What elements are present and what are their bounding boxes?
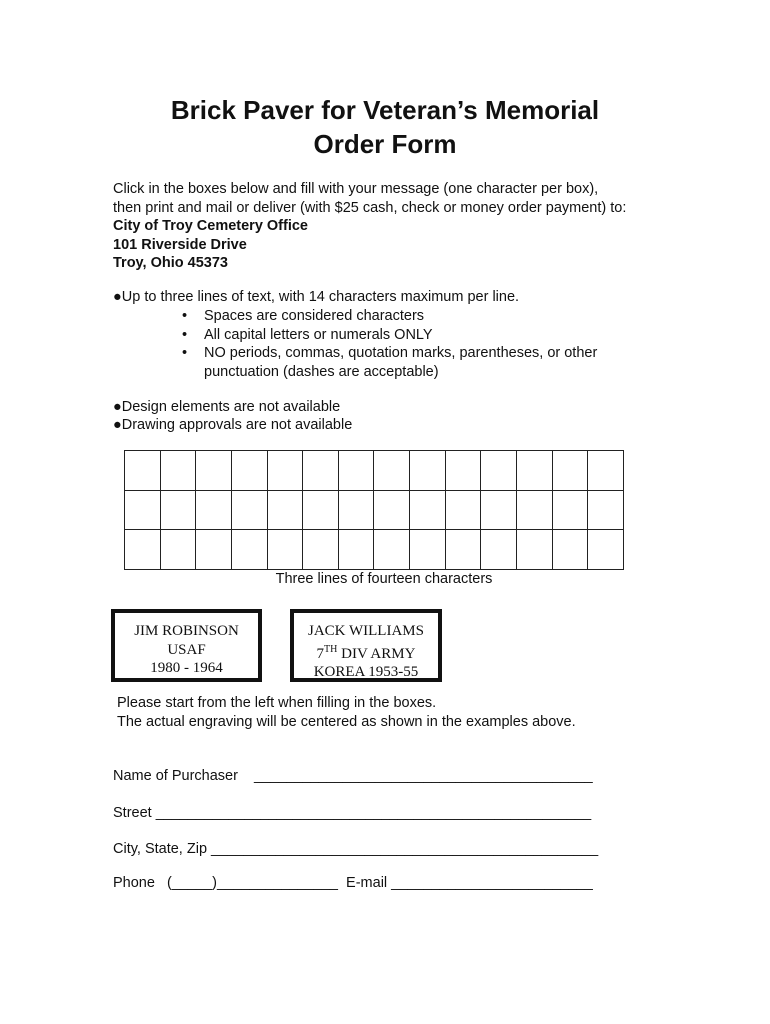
char-box-input[interactable] xyxy=(268,491,303,530)
char-cell xyxy=(481,491,517,531)
char-box-input[interactable] xyxy=(374,491,409,530)
char-cell xyxy=(517,451,553,491)
rule-punctuation-line1: NO periods, commas, quotation marks, parentheses, or other xyxy=(204,345,598,361)
char-cell xyxy=(232,451,268,491)
char-box-input[interactable] xyxy=(339,491,374,530)
char-cell xyxy=(588,451,624,491)
char-cell xyxy=(339,491,375,531)
char-cell xyxy=(410,451,446,491)
char-box-input[interactable] xyxy=(161,451,196,490)
char-box-input[interactable] xyxy=(553,530,588,569)
char-cell xyxy=(161,451,197,491)
rules-main: ●Up to three lines of text, with 14 characters maximum per line. xyxy=(113,289,520,305)
char-box-input[interactable] xyxy=(268,451,303,490)
char-cell xyxy=(410,530,446,570)
purchaser-name-label: Name of Purchaser xyxy=(113,768,238,784)
char-box-input[interactable] xyxy=(303,451,338,490)
street-row xyxy=(113,804,591,822)
phone-email-row xyxy=(113,874,593,892)
char-cell xyxy=(553,491,589,531)
char-box-input[interactable] xyxy=(339,530,374,569)
char-cell xyxy=(125,491,161,531)
char-cell xyxy=(303,451,339,491)
char-box-input[interactable] xyxy=(446,491,481,530)
char-box-input[interactable] xyxy=(303,491,338,530)
phone-label: Phone xyxy=(113,875,155,891)
char-cell xyxy=(374,491,410,531)
char-box-input[interactable] xyxy=(517,491,552,530)
char-cell xyxy=(125,451,161,491)
char-box-input[interactable] xyxy=(410,451,445,490)
char-cell xyxy=(161,491,197,531)
char-box-input[interactable] xyxy=(232,451,267,490)
char-box-input[interactable] xyxy=(374,451,409,490)
char-box-input[interactable] xyxy=(553,491,588,530)
example-2-ordinal-suffix: TH xyxy=(324,643,338,655)
char-box-input[interactable] xyxy=(161,491,196,530)
city-state-zip-label: City, State, Zip xyxy=(113,841,208,857)
char-cell xyxy=(517,491,553,531)
char-cell xyxy=(268,491,304,531)
char-cell xyxy=(481,530,517,570)
rules-design: ●Design elements are not available xyxy=(113,399,341,415)
char-cell xyxy=(588,530,624,570)
instructions-line-1: Please start from the left when filling in the boxes. xyxy=(117,695,437,711)
char-box-input[interactable] xyxy=(481,451,516,490)
char-box-input[interactable] xyxy=(268,530,303,569)
char-cell xyxy=(232,530,268,570)
rule-capitals: • All capital letters or numerals ONLY xyxy=(182,326,597,345)
char-box-input[interactable] xyxy=(232,491,267,530)
char-box-input[interactable] xyxy=(125,530,160,569)
char-box-input[interactable] xyxy=(410,530,445,569)
char-box-input[interactable] xyxy=(339,451,374,490)
char-cell xyxy=(446,451,482,491)
char-cell xyxy=(446,491,482,531)
char-cell xyxy=(481,451,517,491)
char-cell xyxy=(339,530,375,570)
rule-punctuation xyxy=(182,344,597,381)
char-cell xyxy=(232,491,268,531)
char-cell xyxy=(374,530,410,570)
char-cell xyxy=(268,451,304,491)
example-paver-2 xyxy=(290,609,442,682)
example-1-line-1: JIM ROBINSON xyxy=(134,623,239,639)
rule-spaces: • Spaces are considered characters xyxy=(182,307,597,326)
character-grid xyxy=(124,450,624,570)
char-box-input[interactable] xyxy=(517,451,552,490)
address-street: 101 Riverside Drive xyxy=(113,236,247,253)
address-office: City of Troy Cemetery Office xyxy=(113,218,308,234)
char-cell xyxy=(125,530,161,570)
example-2-ordinal-number: 7 xyxy=(316,645,325,662)
rules-sublist xyxy=(182,307,597,381)
grid-caption: Three lines of fourteen characters xyxy=(275,571,493,587)
char-cell xyxy=(339,451,375,491)
char-box-input[interactable] xyxy=(481,530,516,569)
char-box-input[interactable] xyxy=(410,491,445,530)
email-label: E-mail xyxy=(346,875,388,891)
phone-field[interactable]: (_____)_______________ xyxy=(167,875,338,891)
city-state-zip-field[interactable]: ________________________________________________ xyxy=(211,841,599,857)
char-cell xyxy=(517,530,553,570)
char-box-input[interactable] xyxy=(196,491,231,530)
rules-drawing: ●Drawing approvals are not available xyxy=(113,417,353,433)
intro-line-2: then print and mail or deliver (with $25 cash, check or money order payment) to: xyxy=(113,199,627,216)
purchaser-name-field[interactable]: __________________________________________ xyxy=(254,768,593,784)
char-cell xyxy=(196,451,232,491)
page-subtitle: Order Form xyxy=(313,129,457,159)
example-2-line-2-rest: DIV ARMY xyxy=(337,645,416,662)
char-cell xyxy=(588,491,624,531)
char-box-input[interactable] xyxy=(196,530,231,569)
page-title: Brick Paver for Veteran’s Memorial xyxy=(170,95,600,125)
example-1-line-3: 1980 - 1964 xyxy=(150,660,223,676)
char-cell xyxy=(374,451,410,491)
char-cell xyxy=(303,491,339,531)
rule-punctuation-line2: punctuation (dashes are acceptable) xyxy=(204,363,439,380)
char-cell xyxy=(553,451,589,491)
char-box-input[interactable] xyxy=(161,530,196,569)
char-cell xyxy=(446,530,482,570)
char-cell xyxy=(161,530,197,570)
char-cell xyxy=(410,491,446,531)
email-field[interactable]: _________________________ xyxy=(391,875,593,891)
street-field[interactable]: ______________________________________________________ xyxy=(155,805,592,821)
example-2-line-1: JACK WILLIAMS xyxy=(308,623,424,639)
intro-line-1: Click in the boxes below and fill with your message (one character per box), xyxy=(113,181,599,197)
char-box-input[interactable] xyxy=(232,530,267,569)
char-box-input[interactable] xyxy=(125,451,160,490)
instructions-line-2: The actual engraving will be centered as shown in the examples above. xyxy=(117,713,576,730)
example-1-line-2: USAF xyxy=(167,641,206,658)
char-cell xyxy=(303,530,339,570)
char-cell xyxy=(196,491,232,531)
char-box-input[interactable] xyxy=(588,491,623,530)
char-box-input[interactable] xyxy=(588,530,623,569)
char-cell xyxy=(196,530,232,570)
example-paver-1 xyxy=(111,609,262,682)
char-box-input[interactable] xyxy=(588,451,623,490)
char-box-input[interactable] xyxy=(517,530,552,569)
char-box-input[interactable] xyxy=(196,451,231,490)
char-box-input[interactable] xyxy=(553,451,588,490)
char-box-input[interactable] xyxy=(446,451,481,490)
street-label: Street xyxy=(113,805,152,821)
city-state-zip-row xyxy=(113,840,598,858)
char-cell xyxy=(268,530,304,570)
char-box-input[interactable] xyxy=(303,530,338,569)
intro-text xyxy=(113,180,626,273)
char-box-input[interactable] xyxy=(374,530,409,569)
instructions xyxy=(117,694,576,731)
address-city: Troy, Ohio 45373 xyxy=(113,255,228,271)
char-box-input[interactable] xyxy=(125,491,160,530)
purchaser-name-row xyxy=(113,767,593,785)
char-box-input[interactable] xyxy=(481,491,516,530)
char-cell xyxy=(553,530,589,570)
char-box-input[interactable] xyxy=(446,530,481,569)
example-2-line-3: KOREA 1953-55 xyxy=(313,664,419,680)
example-2-line-2 xyxy=(294,641,438,664)
